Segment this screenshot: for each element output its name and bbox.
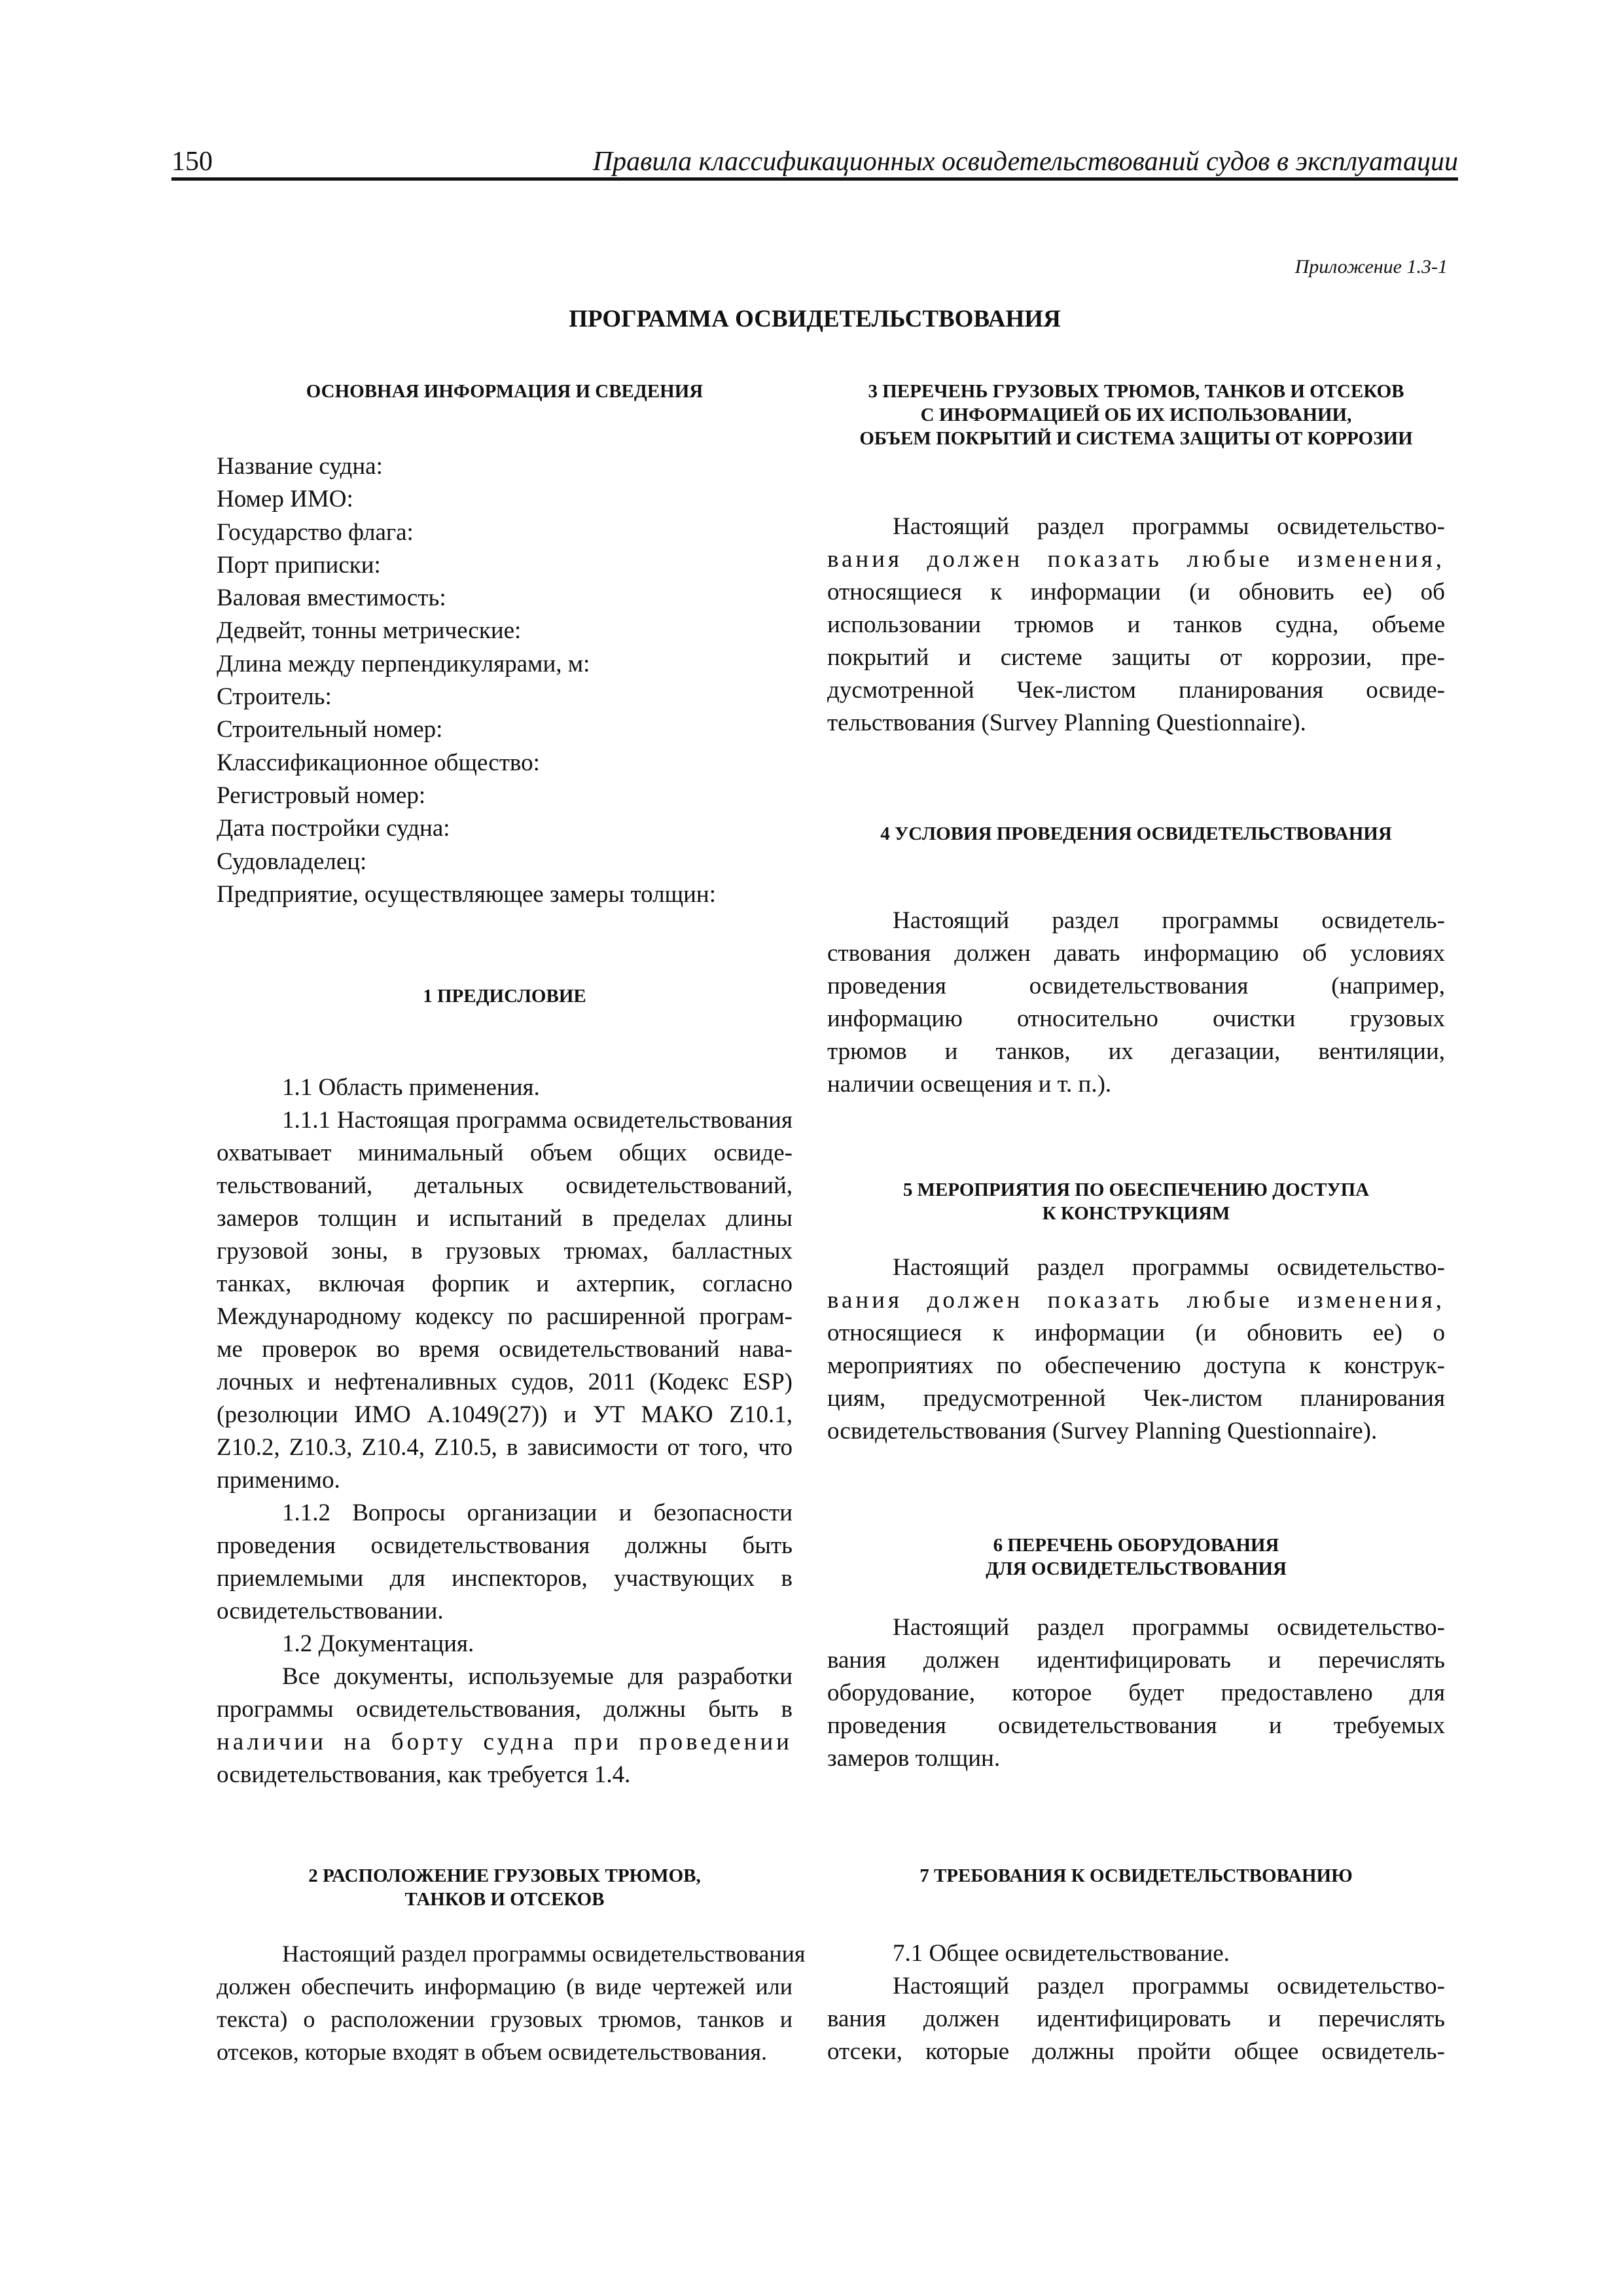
text-line: освидетельствования, как требуется 1.4. bbox=[217, 1761, 631, 1788]
section-2-heading bbox=[217, 1864, 793, 1911]
text-line: грузовой зоны, в грузовых трюмах, балластных bbox=[217, 1238, 793, 1265]
text-line: ме проверок во время освидетельствований нава- bbox=[217, 1336, 793, 1363]
section-3-heading bbox=[827, 380, 1445, 450]
section-4-heading bbox=[827, 822, 1445, 846]
paragraph-5 bbox=[827, 1251, 1445, 1448]
text-line: ствования должен давать информацию об условиях bbox=[827, 940, 1445, 967]
section-1-heading: 1 ПРЕДИСЛОВИЕ bbox=[423, 986, 586, 1007]
heading-line: 2 РАСПОЛОЖЕНИЕ ГРУЗОВЫХ ТРЮМОВ, bbox=[308, 1865, 701, 1886]
text-line: тельствований, детальных освидетельствований, bbox=[217, 1172, 793, 1199]
section-6-heading bbox=[827, 1534, 1445, 1581]
vessel-info-field: Номер ИМО: bbox=[217, 486, 353, 513]
heading-line: 4 УСЛОВИЯ ПРОВЕДЕНИЯ ОСВИДЕТЕЛЬСТВОВАНИЯ bbox=[880, 823, 1392, 844]
text-line: дусмотренной Чек-листом планирования освиде- bbox=[827, 677, 1445, 704]
subsection-1-2-title bbox=[217, 1628, 793, 1660]
vessel-info-field: Классификационное общество: bbox=[217, 749, 540, 776]
document-title: ПРОГРАММА ОСВИДЕТЕЛЬСТВОВАНИЯ bbox=[569, 306, 1061, 332]
text-line: освидетельствовании. bbox=[217, 1598, 444, 1624]
text-line: тельствования (Survey Planning Questionnaire). bbox=[827, 709, 1306, 736]
text-line: вания должен идентифицировать и перечислять bbox=[827, 1647, 1445, 1674]
vessel-info-field: Название судна: bbox=[217, 453, 383, 480]
text-line: освидетельствования (Survey Planning Questionnaire). bbox=[827, 1418, 1378, 1444]
text-line: Настоящий раздел программы освидетельство- bbox=[893, 513, 1445, 540]
vessel-info-field: Регистровый номер: bbox=[217, 781, 426, 809]
text-line: трюмов и танков, их дегазации, вентиляции, bbox=[827, 1038, 1445, 1065]
basic-info-heading: ОСНОВНАЯ ИНФОРМАЦИЯ И СВЕДЕНИЯ bbox=[306, 381, 704, 402]
running-title: Правила классификационных освидетельствований судов в эксплуатации bbox=[592, 147, 1458, 177]
text-line: Настоящий раздел программы освидетель- bbox=[893, 907, 1445, 934]
paragraph-2 bbox=[217, 1937, 806, 2068]
paragraph-1-1-1 bbox=[217, 1104, 793, 1497]
text-line: Все документы, используемые для разработки bbox=[282, 1663, 793, 1690]
paragraph-1-1-2 bbox=[217, 1497, 793, 1628]
vessel-info-field: Дедвейт, тонны метрические: bbox=[217, 617, 522, 645]
header-rule bbox=[171, 177, 1458, 181]
vessel-info-field: Строительный номер: bbox=[217, 716, 443, 744]
text-line: приемлемыми для инспекторов, участвующих в bbox=[217, 1565, 793, 1592]
section-5-heading bbox=[827, 1178, 1445, 1225]
vessel-info-field: Строитель: bbox=[217, 683, 332, 711]
appendix-label: Приложение 1.3-1 bbox=[1294, 256, 1448, 278]
heading-line: ДЛЯ ОСВИДЕТЕЛЬСТВОВАНИЯ bbox=[986, 1558, 1287, 1579]
paragraph-1-2 bbox=[217, 1660, 793, 1791]
heading-line: К КОНСТРУКЦИЯМ bbox=[1042, 1203, 1230, 1224]
text-line: отсеки, которые должны пройти общее освидетель- bbox=[827, 2038, 1445, 2065]
text-line: использовании трюмов и танков судна, объеме bbox=[827, 611, 1445, 638]
text-line: текста) о расположении грузовых трюмов, танков и bbox=[217, 2006, 793, 2032]
text-line: проведения освидетельствования (например, bbox=[827, 973, 1445, 999]
paragraph-3 bbox=[827, 511, 1445, 740]
text-line: Настоящий раздел программы освидетельствования bbox=[282, 1941, 806, 1967]
subsection-7-1-title bbox=[827, 1937, 1445, 1970]
text-line: 1.1 Область применения. bbox=[282, 1074, 540, 1101]
text-line: вания должен идентифицировать и перечислять bbox=[827, 2005, 1445, 2032]
text-line: 1.2 Документация. bbox=[282, 1630, 474, 1657]
text-line: проведения освидетельствования должны быть bbox=[217, 1532, 793, 1559]
text-line: наличии на борту судна при проведении bbox=[217, 1729, 793, 1755]
heading-line: ОБЪЕМ ПОКРЫТИЙ И СИСТЕМА ЗАЩИТЫ ОТ КОРРОЗИИ bbox=[859, 428, 1413, 449]
heading-line: С ИНФОРМАЦИЕЙ ОБ ИХ ИСПОЛЬЗОВАНИИ, bbox=[920, 404, 1352, 425]
text-line: покрытий и системе защиты от коррозии, пре- bbox=[827, 644, 1445, 671]
heading-line: ТАНКОВ И ОТСЕКОВ bbox=[404, 1889, 605, 1910]
text-line: применимо. bbox=[217, 1467, 340, 1494]
heading-line: 7 ТРЕБОВАНИЯ К ОСВИДЕТЕЛЬСТВОВАНИЮ bbox=[919, 1865, 1353, 1886]
paragraph-7-1 bbox=[827, 1970, 1445, 2068]
vessel-info-field: Предприятие, осуществляющее замеры толщин: bbox=[217, 880, 716, 908]
text-line: лочных и нефтеналивных судов, 2011 (Кодекс ESP) bbox=[217, 1369, 793, 1395]
text-line: Z10.2, Z10.3, Z10.4, Z10.5, в зависимости от того, что bbox=[217, 1434, 793, 1461]
section-7-heading bbox=[827, 1864, 1445, 1888]
text-line: охватывает минимальный объем общих освиде- bbox=[217, 1139, 793, 1166]
heading-line: 3 ПЕРЕЧЕНЬ ГРУЗОВЫХ ТРЮМОВ, ТАНКОВ И ОТСЕКОВ bbox=[868, 381, 1404, 402]
text-line: проведения освидетельствования и требуемых bbox=[827, 1712, 1445, 1739]
text-line: мероприятиях по обеспечению доступа к конструк- bbox=[827, 1352, 1445, 1379]
text-line: (резолюции ИМО А.1049(27)) и УТ МАКО Z10.1, bbox=[217, 1401, 793, 1428]
text-line: циям, предусмотренной Чек-листом планирования bbox=[827, 1385, 1445, 1412]
text-line: оборудование, которое будет предоставлено для bbox=[827, 1679, 1445, 1706]
text-line: Международному кодексу по расширенной програм- bbox=[217, 1303, 793, 1330]
vessel-info-field: Дата постройки судна: bbox=[217, 815, 450, 842]
vessel-info-field: Судовладелец: bbox=[217, 848, 367, 875]
text-line: наличии освещения и т. п.). bbox=[827, 1071, 1112, 1098]
text-line: информацию относительно очистки грузовых bbox=[827, 1005, 1445, 1032]
text-line: 7.1 Общее освидетельствование. bbox=[893, 1940, 1230, 1967]
vessel-info-field: Государство флага: bbox=[217, 518, 414, 546]
text-line: замеров толщин. bbox=[827, 1745, 1001, 1772]
text-line: вания должен показать любые изменения, bbox=[827, 1287, 1445, 1314]
heading-line: 6 ПЕРЕЧЕНЬ ОБОРУДОВАНИЯ bbox=[993, 1535, 1279, 1556]
vessel-info-field: Валовая вместимость: bbox=[217, 584, 446, 612]
vessel-info-field: Порт приписки: bbox=[217, 551, 381, 579]
text-line: относящиеся к информации (и обновить ее) о bbox=[827, 1319, 1445, 1346]
paragraph-4 bbox=[827, 905, 1445, 1101]
heading-line: 5 МЕРОПРИЯТИЯ ПО ОБЕСПЕЧЕНИЮ ДОСТУПА bbox=[902, 1179, 1370, 1200]
page-number: 150 bbox=[171, 147, 213, 177]
text-line: 1.1.1 Настоящая программа освидетельствования bbox=[282, 1107, 793, 1134]
text-line: программы освидетельствования, должны быть в bbox=[217, 1696, 793, 1723]
text-line: должен обеспечить информацию (в виде чертежей или bbox=[217, 1973, 793, 2000]
text-line: 1.1.2 Вопросы организации и безопасности bbox=[282, 1499, 793, 1526]
text-line: замеров толщин и испытаний в пределах длины bbox=[217, 1205, 793, 1232]
vessel-info-list bbox=[217, 450, 716, 911]
text-line: танках, включая форпик и ахтерпик, согласно bbox=[217, 1270, 793, 1297]
text-line: вания должен показать любые изменения, bbox=[827, 546, 1445, 573]
text-line: Настоящий раздел программы освидетельство- bbox=[893, 1254, 1445, 1281]
text-line: Настоящий раздел программы освидетельство- bbox=[893, 1614, 1445, 1641]
text-line: отсеков, которые входят в объем освидетельствования. bbox=[217, 2039, 767, 2065]
text-line: Настоящий раздел программы освидетельство- bbox=[893, 1973, 1445, 2000]
paragraph-6 bbox=[827, 1611, 1445, 1775]
vessel-info-field: Длина между перпендикулярами, м: bbox=[217, 650, 590, 677]
subsection-1-1-title bbox=[217, 1071, 793, 1104]
text-line: относящиеся к информации (и обновить ее) об bbox=[827, 579, 1445, 605]
